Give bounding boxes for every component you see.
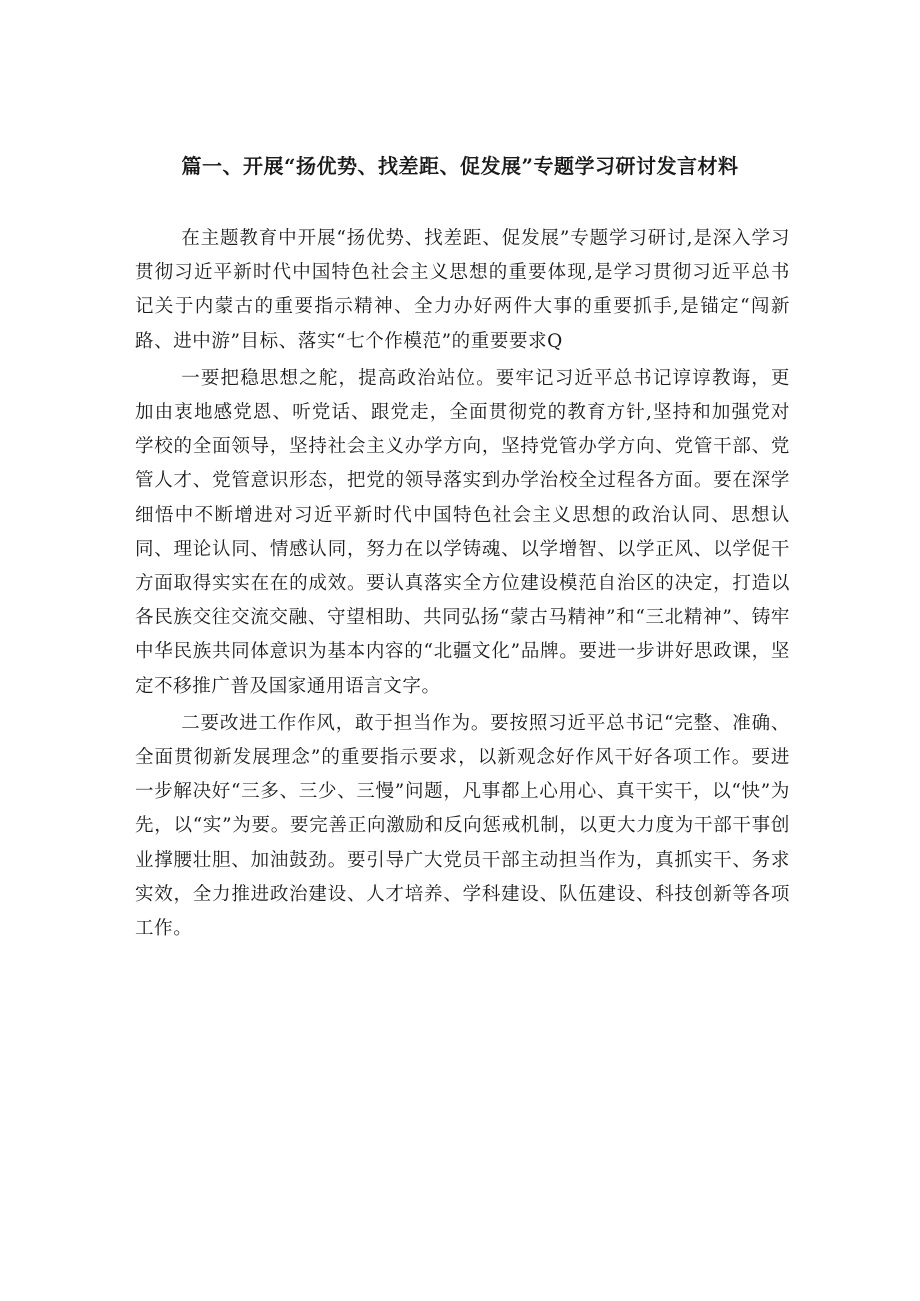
document-title: 篇一、开展“扬优势、找差距、促发展”专题学习研讨发言材料	[181, 154, 739, 178]
document-body	[135, 222, 790, 949]
paragraph-point-one: 一要把稳思想之舵，提高政治站位。要牢记习近平总书记谆谆教诲，更加由衷地感党恩、听党话、跟党走，全面贯彻党的教育方针,坚持和加强党对学校的全面领导，坚持社会主义办学方向，坚持党管办学方向、党管干部、党管人才、党管意识形态，把党的领导落实到办学治校全过程各方面。要在深学细悟中不断增进对习近平新时代中国特色社会主义思想的政治认同、思想认同、理论认同、情感认同，努力在以学铸魂、以学增智、以学正风、以学促干方面取得实实在在的成效。要认真落实全方位建设模范自治区的决定，打造以各民族交往交流交融、守望相助、共同弘扬“蒙古马精神”和“三北精神”、铸牢中华民族共同体意识为基本内容的“北疆文化”品牌。要进一步讲好思政课，坚定不移推广普及国家通用语言文字。	[135, 367, 790, 697]
paragraph-point-two: 二要改进工作作风，敢于担当作为。要按照习近平总书记“完整、准确、全面贯彻新发展理念”的重要指示要求，以新观念好作风干好各项工作。要进一步解决好“三多、三少、三慢”问题，凡事都上心用心、真干实干，以“快”为先，以“实”为要。要完善正向激励和反向惩戒机制，以更大力度为干部干事创业撑腰壮胆、加油鼓劲。要引导广大党员干部主动担当作为，真抓实干、务求实效，全力推进政治建设、人才培养、学科建设、队伍建设、科技创新等各项工作。	[135, 712, 790, 940]
paragraph-intro: 在主题教育中开展“扬优势、找差距、促发展”专题学习研讨,是深入学习贯彻习近平新时代中国特色社会主义思想的重要体现,是学习贯彻习近平总书记关于内蒙古的重要指示精神、全力办好两件大事的重要抓手,是锚定“闯新路、进中游”目标、落实“七个作模范”的重要要求Q	[135, 228, 790, 352]
